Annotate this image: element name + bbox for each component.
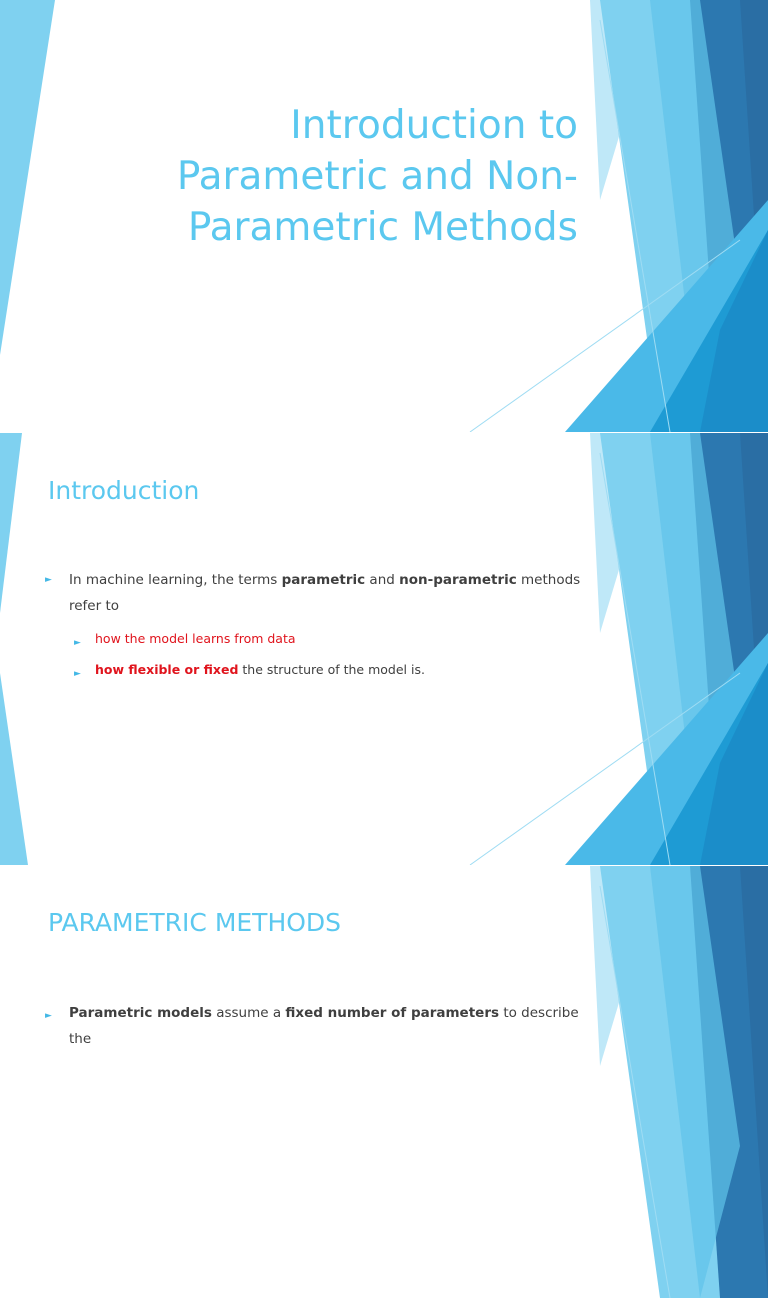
sub-bullet-text: how the model learns from data — [95, 631, 296, 646]
arrow-right-icon: ► — [74, 669, 81, 679]
arrow-right-icon: ► — [45, 1011, 52, 1021]
arrow-right-icon: ► — [74, 638, 81, 648]
slide-parametric-methods — [0, 866, 768, 1298]
bullet-text: In machine learning, the terms parametric and non-parametric methods refer to — [69, 572, 581, 614]
slide-title-text: Introduction to Parametric and Non-Parametric Methods — [176, 103, 578, 250]
sub-bullet-text: how flexible or fixed the structure of the model is. — [95, 662, 425, 677]
slide-title — [0, 0, 768, 432]
slide-introduction — [0, 433, 768, 865]
slide-heading: Introduction — [48, 476, 200, 505]
bullet-text: Parametric models assume a fixed number of parameters to describe the — [69, 1005, 579, 1047]
arrow-right-icon: ► — [45, 575, 52, 585]
slide-heading: PARAMETRIC METHODS — [48, 908, 342, 937]
